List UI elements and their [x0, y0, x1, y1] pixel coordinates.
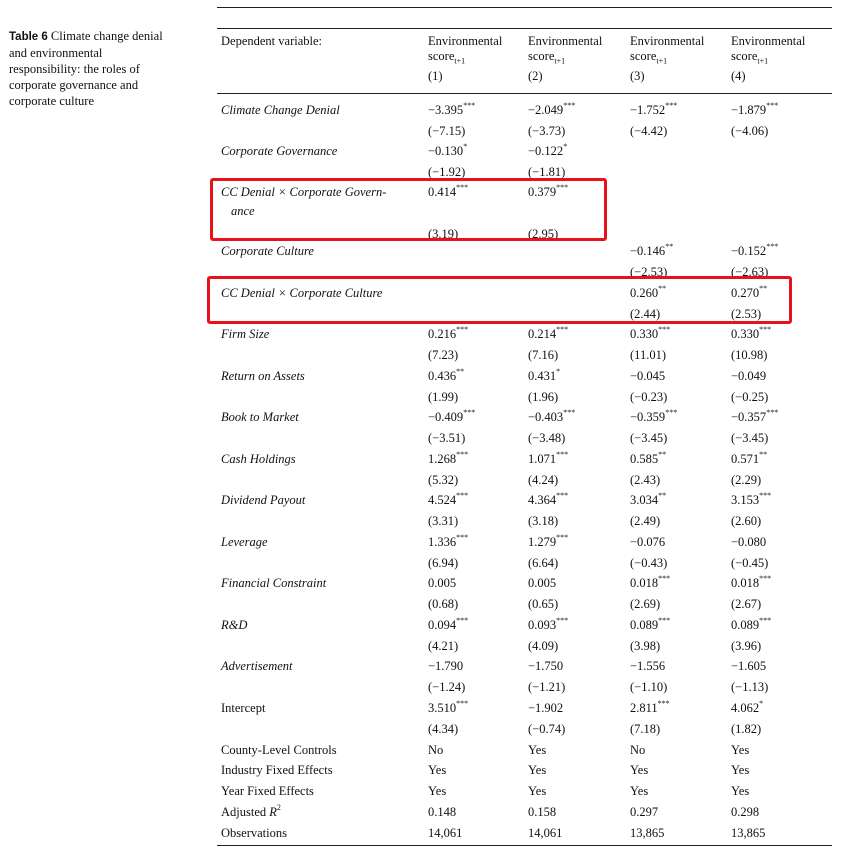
coefficient-cell: 0.436** — [428, 367, 465, 383]
summary-cell: 13,865 — [630, 826, 665, 840]
t-statistic-cell: (−2.53) — [630, 265, 668, 279]
significance-stars: ** — [658, 450, 667, 459]
significance-stars: *** — [759, 574, 772, 583]
row-label: CC Denial × Corporate Culture — [221, 286, 383, 300]
significance-stars: *** — [556, 325, 569, 334]
significance-stars: *** — [556, 450, 569, 459]
t-statistic-cell: (6.64) — [528, 556, 559, 570]
summary-cell: Yes — [428, 763, 447, 777]
coefficient-cell: 0.585** — [630, 450, 667, 466]
significance-stars: ** — [658, 491, 667, 500]
coefficient-cell: 4.524*** — [428, 491, 469, 507]
t-statistic-cell: (−0.45) — [731, 556, 769, 570]
summary-cell: Yes — [731, 743, 750, 757]
t-statistic-cell: (−3.73) — [528, 124, 566, 138]
significance-stars: *** — [463, 101, 476, 110]
significance-stars: ** — [456, 367, 465, 376]
significance-stars: *** — [658, 574, 671, 583]
dependent-variable-label: Dependent variable: — [221, 34, 322, 48]
summary-cell: Yes — [731, 784, 750, 798]
t-statistic-cell: (−1.81) — [528, 165, 566, 179]
significance-stars: *** — [657, 699, 670, 708]
row-label: Climate Change Denial — [221, 103, 340, 117]
t-statistic-cell: (10.98) — [731, 348, 768, 362]
coefficient-cell: 3.034** — [630, 491, 667, 507]
row-label: Leverage — [221, 535, 268, 549]
summary-cell: Yes — [731, 763, 750, 777]
coefficient-cell: 1.071*** — [528, 450, 569, 466]
coefficient-cell: 3.153*** — [731, 491, 772, 507]
significance-stars: ** — [665, 242, 674, 251]
t-statistic-cell: (−7.15) — [428, 124, 466, 138]
t-statistic-cell: (2.43) — [630, 473, 661, 487]
coefficient-cell: −0.357*** — [731, 408, 779, 424]
coefficient-cell: 0.018*** — [731, 574, 772, 590]
significance-stars: *** — [563, 101, 576, 110]
significance-stars: *** — [456, 699, 469, 708]
coefficient-cell: 1.336*** — [428, 533, 469, 549]
significance-stars: *** — [658, 616, 671, 625]
coefficient-cell: −0.076 — [630, 535, 666, 549]
t-statistic-cell: (2.49) — [630, 514, 661, 528]
t-statistic-cell: (2.67) — [731, 597, 762, 611]
bottom-rule — [217, 845, 832, 846]
t-statistic-cell: (−3.45) — [630, 431, 668, 445]
significance-stars: ** — [759, 450, 768, 459]
table-label: Table 6 — [9, 31, 48, 43]
significance-stars: *** — [456, 533, 469, 542]
summary-cell: 14,061 — [428, 826, 463, 840]
summary-row-label: Industry Fixed Effects — [221, 763, 333, 777]
t-statistic-cell: (2.60) — [731, 514, 762, 528]
t-statistic-cell: (3.19) — [428, 227, 459, 241]
column-header-3 — [630, 34, 704, 83]
t-statistic-cell: (−1.13) — [731, 680, 769, 694]
coefficient-cell: 0.431* — [528, 367, 561, 383]
coefficient-cell: −0.152*** — [731, 242, 779, 258]
coefficient-cell: 0.414*** — [428, 183, 469, 199]
significance-stars: *** — [759, 616, 772, 625]
significance-stars: *** — [658, 325, 671, 334]
t-statistic-cell: (−1.92) — [428, 165, 466, 179]
highlight-box-governance-interaction — [210, 178, 607, 241]
column-header-1 — [428, 34, 502, 83]
coefficient-cell: −1.879*** — [731, 101, 779, 117]
row-label: Advertisement — [221, 659, 293, 673]
coefficient-cell: 0.330*** — [731, 325, 772, 341]
significance-stars: * — [563, 142, 568, 151]
column-header-title: Environmental — [528, 34, 603, 48]
t-statistic-cell: (4.09) — [528, 639, 559, 653]
coefficient-cell: −1.902 — [528, 701, 564, 715]
significance-stars: *** — [556, 533, 569, 542]
coefficient-cell: 0.005 — [528, 576, 557, 590]
coefficient-cell: −1.605 — [731, 659, 767, 673]
t-statistic-cell: (7.18) — [630, 722, 661, 736]
header-bottom-rule — [217, 93, 832, 94]
t-statistic-cell: (−2.63) — [731, 265, 769, 279]
summary-cell: 14,061 — [528, 826, 563, 840]
summary-cell: 0.148 — [428, 805, 457, 819]
row-label-continuation: ance — [231, 204, 255, 218]
row-label: R&D — [221, 618, 248, 632]
row-label: Corporate Governance — [221, 144, 338, 158]
t-statistic-cell: (2.69) — [630, 597, 661, 611]
coefficient-cell: −0.403*** — [528, 408, 576, 424]
t-statistic-cell: (2.44) — [630, 307, 661, 321]
significance-stars: *** — [456, 183, 469, 192]
coefficient-cell: −0.359*** — [630, 408, 678, 424]
significance-stars: ** — [658, 284, 667, 293]
row-label: Return on Assets — [221, 369, 305, 383]
coefficient-cell: −0.122* — [528, 142, 568, 158]
significance-stars: *** — [556, 616, 569, 625]
summary-row-label: Adjusted $R^2$ — [221, 803, 281, 819]
t-statistic-cell: (2.53) — [731, 307, 762, 321]
t-statistic-cell: (11.01) — [630, 348, 666, 362]
summary-cell: Yes — [428, 784, 447, 798]
summary-row-label: Observations — [221, 826, 287, 840]
column-header-subtitle: score$_{t+1}$ — [630, 48, 668, 65]
coefficient-cell: 0.094*** — [428, 616, 469, 632]
row-label: CC Denial × Corporate Govern- — [221, 185, 387, 199]
summary-cell: 0.297 — [630, 805, 659, 819]
coefficient-cell: 0.093*** — [528, 616, 569, 632]
summary-row-label: County-Level Controls — [221, 743, 337, 757]
column-header-subtitle: score$_{t+1}$ — [528, 48, 566, 65]
t-statistic-cell: (4.34) — [428, 722, 459, 736]
significance-stars: * — [463, 142, 468, 151]
significance-stars: *** — [456, 491, 469, 500]
row-label: Corporate Culture — [221, 244, 314, 258]
coefficient-cell: −0.146** — [630, 242, 674, 258]
significance-stars: *** — [759, 325, 772, 334]
column-number: (1) — [428, 68, 443, 83]
coefficient-cell: 0.379*** — [528, 183, 569, 199]
t-statistic-cell: (1.96) — [528, 390, 559, 404]
column-number: (4) — [731, 68, 746, 83]
significance-stars: ** — [759, 284, 768, 293]
summary-cell: Yes — [528, 763, 547, 777]
t-statistic-cell: (−1.24) — [428, 680, 466, 694]
summary-cell: Yes — [528, 784, 547, 798]
coefficient-cell: −3.395*** — [428, 101, 476, 117]
header-top-rule — [217, 28, 832, 29]
t-statistic-cell: (3.18) — [528, 514, 559, 528]
top-rule — [217, 7, 832, 8]
column-header-title: Environmental — [731, 34, 806, 48]
significance-stars: *** — [563, 408, 576, 417]
row-label: Financial Constraint — [221, 576, 327, 590]
significance-stars: *** — [766, 408, 779, 417]
coefficient-cell: 0.571** — [731, 450, 768, 466]
coefficient-cell: −1.790 — [428, 659, 464, 673]
column-number: (2) — [528, 68, 543, 83]
t-statistic-cell: (−3.51) — [428, 431, 466, 445]
significance-stars: *** — [766, 242, 779, 251]
summary-cell: 0.158 — [528, 805, 557, 819]
significance-stars: *** — [556, 491, 569, 500]
coefficient-cell: −0.130* — [428, 142, 468, 158]
coefficient-cell: −2.049*** — [528, 101, 576, 117]
t-statistic-cell: (5.32) — [428, 473, 459, 487]
coefficient-cell: 0.089*** — [630, 616, 671, 632]
coefficient-cell: 0.214*** — [528, 325, 569, 341]
t-statistic-cell: (1.82) — [731, 722, 762, 736]
significance-stars: *** — [463, 408, 476, 417]
summary-cell: No — [630, 743, 646, 757]
column-header-title: Environmental — [428, 34, 503, 48]
highlight-box-culture-interaction — [207, 276, 792, 324]
column-header-2 — [528, 34, 602, 83]
column-number: (3) — [630, 68, 645, 83]
coefficient-cell: −1.750 — [528, 659, 564, 673]
coefficient-cell: −0.409*** — [428, 408, 476, 424]
t-statistic-cell: (4.24) — [528, 473, 559, 487]
coefficient-cell: 0.018*** — [630, 574, 671, 590]
significance-stars: *** — [556, 183, 569, 192]
column-header-title: Environmental — [630, 34, 705, 48]
t-statistic-cell: (7.16) — [528, 348, 559, 362]
row-label: Dividend Payout — [221, 493, 306, 507]
coefficient-cell: 4.364*** — [528, 491, 569, 507]
t-statistic-cell: (3.96) — [731, 639, 762, 653]
coefficient-cell: −0.080 — [731, 535, 767, 549]
summary-cell: 0.298 — [731, 805, 760, 819]
coefficient-cell: 1.279*** — [528, 533, 569, 549]
t-statistic-cell: (7.23) — [428, 348, 459, 362]
significance-stars: * — [759, 699, 764, 708]
coefficient-cell: 3.510*** — [428, 699, 469, 715]
coefficient-cell: −0.045 — [630, 369, 666, 383]
t-statistic-cell: (−3.48) — [528, 431, 566, 445]
coefficient-cell: −1.556 — [630, 659, 666, 673]
summary-cell: 13,865 — [731, 826, 766, 840]
t-statistic-cell: (0.65) — [528, 597, 559, 611]
coefficient-cell: 0.005 — [428, 576, 457, 590]
t-statistic-cell: (4.21) — [428, 639, 459, 653]
t-statistic-cell: (3.98) — [630, 639, 661, 653]
coefficient-cell: 0.330*** — [630, 325, 671, 341]
significance-stars: *** — [456, 616, 469, 625]
t-statistic-cell: (0.68) — [428, 597, 459, 611]
t-statistic-cell: (−0.23) — [630, 390, 668, 404]
t-statistic-cell: (−1.21) — [528, 680, 566, 694]
t-statistic-cell: (3.31) — [428, 514, 459, 528]
coefficient-cell: 0.270** — [731, 284, 768, 300]
t-statistic-cell: (−4.06) — [731, 124, 769, 138]
row-label: Book to Market — [221, 410, 299, 424]
t-statistic-cell: (1.99) — [428, 390, 459, 404]
column-header-subtitle: score$_{t+1}$ — [428, 48, 466, 65]
table-caption — [9, 28, 174, 109]
t-statistic-cell: (−0.25) — [731, 390, 769, 404]
t-statistic-cell: (2.95) — [528, 227, 559, 241]
summary-cell: Yes — [528, 743, 547, 757]
t-statistic-cell: (−3.45) — [731, 431, 769, 445]
significance-stars: *** — [456, 325, 469, 334]
t-statistic-cell: (−1.10) — [630, 680, 668, 694]
significance-stars: *** — [759, 491, 772, 500]
summary-cell: Yes — [630, 763, 649, 777]
significance-stars: * — [556, 367, 561, 376]
t-statistic-cell: (6.94) — [428, 556, 459, 570]
row-label: Firm Size — [221, 327, 270, 341]
significance-stars: *** — [665, 408, 678, 417]
significance-stars: *** — [766, 101, 779, 110]
coefficient-cell: −0.049 — [731, 369, 767, 383]
summary-row-label: Year Fixed Effects — [221, 784, 314, 798]
coefficient-cell: −1.752*** — [630, 101, 678, 117]
t-statistic-cell: (−0.74) — [528, 722, 566, 736]
column-header-subtitle: score$_{t+1}$ — [731, 48, 769, 65]
t-statistic-cell: (2.29) — [731, 473, 762, 487]
coefficient-cell: 2.811*** — [630, 699, 670, 715]
coefficient-cell: 4.062* — [731, 699, 764, 715]
coefficient-cell: 0.089*** — [731, 616, 772, 632]
row-label: Cash Holdings — [221, 452, 296, 466]
coefficient-cell: 0.260** — [630, 284, 667, 300]
coefficient-cell: 0.216*** — [428, 325, 469, 341]
summary-cell: No — [428, 743, 444, 757]
column-header-4 — [731, 34, 805, 83]
row-label: Intercept — [221, 701, 266, 715]
coefficient-cell: 1.268*** — [428, 450, 469, 466]
t-statistic-cell: (−0.43) — [630, 556, 668, 570]
table-caption-text: Climate change denial and environmental responsibility: the roles of corporate governance and corporate culture — [9, 29, 163, 108]
t-statistic-cell: (−4.42) — [630, 124, 668, 138]
summary-cell: Yes — [630, 784, 649, 798]
significance-stars: *** — [665, 101, 678, 110]
significance-stars: *** — [456, 450, 469, 459]
